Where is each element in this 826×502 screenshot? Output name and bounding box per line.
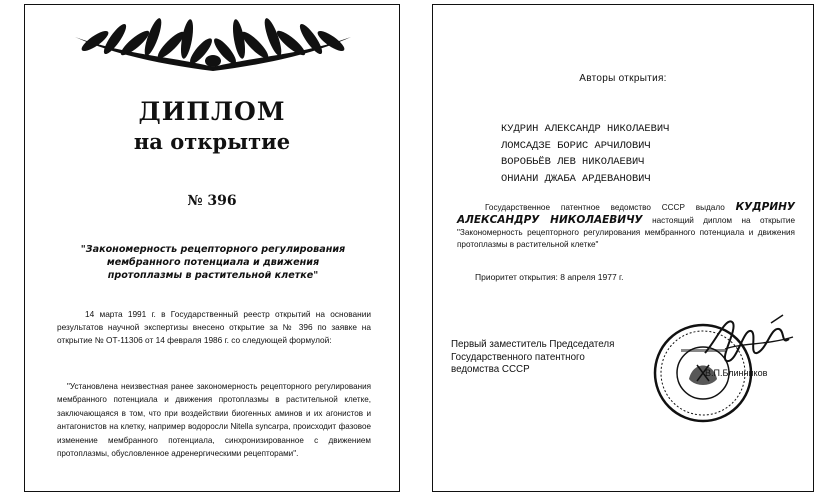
authors-heading: Авторы открытия: — [579, 73, 667, 84]
certificate-suffix: настоящий диплом на открытие "Закономерность рецепторного регулирования мембранного потенциала и движения протоплазмы в растительной клетке" — [457, 216, 796, 249]
signatory-title-line: Государственного патентного — [451, 351, 585, 363]
discovery-formula: "Установлена неизвестная ранее закономерность рецепторного регулирования мембранного потенциала и движения протоплазмы в растительной клетке, заключающаяся в том, что при воздействии биогенных аминов и их агонистов и антагонистов на клетку, например водоросли Nitella syncarpa, происходит фазовое изменение мембранного потенциала, синхронизированное с движением протоплазмы, обусловленное адренергическими рецепторами". — [57, 382, 371, 459]
discovery-number: № 396 — [187, 193, 237, 209]
signatory-name: В.П.Блинников — [705, 368, 768, 378]
list-item: ВОРОБЬЁВ ЛЕВ НИКОЛАЕВИЧ — [501, 156, 645, 168]
list-item: КУДРИН АЛЕКСАНДР НИКОЛАЕВИЧ — [501, 123, 670, 135]
signatory-title-line: Первый заместитель Председателя — [451, 339, 615, 350]
authors-list — [501, 121, 669, 187]
diploma-cover-page — [24, 4, 400, 492]
signatory-title — [451, 339, 614, 377]
diploma-authors-page — [432, 4, 814, 492]
list-item: ЛОМСАДЗЕ БОРИС АРЧИЛОВИЧ — [501, 139, 651, 152]
laurel-wreath-icon — [55, 15, 371, 75]
diploma-title: ДИПЛОМ — [138, 97, 286, 126]
priority-date: Приоритет открытия: 8 апреля 1977 г. — [475, 272, 624, 282]
certificate-prefix: Государственное патентное ведомство СССР выдало — [485, 203, 725, 212]
signatory-title-line: ведомства СССР — [451, 364, 530, 375]
registration-paragraph: 14 марта 1991 г. в Государственный реестр открытий на основании результатов научной экспертизы внесено открытие за № 396 по заявке на открытие № ОТ-11306 от 14 февраля 1986 г. со следующей формулой: — [57, 309, 371, 345]
recipient-name: КУДРИНУ АЛЕКСАНДРУ НИКОЛАЕВИЧУ — [457, 201, 795, 226]
certificate-paragraph — [457, 201, 795, 251]
diploma-subtitle: на открытие — [133, 129, 291, 154]
discovery-title: "Закономерность рецепторного регулирования мембранного потенциала и движения протоплазмы в растительной клетке" — [80, 244, 346, 281]
list-item: ОНИАНИ ДЖАБА АРДЕВАНОВИЧ — [501, 172, 651, 185]
